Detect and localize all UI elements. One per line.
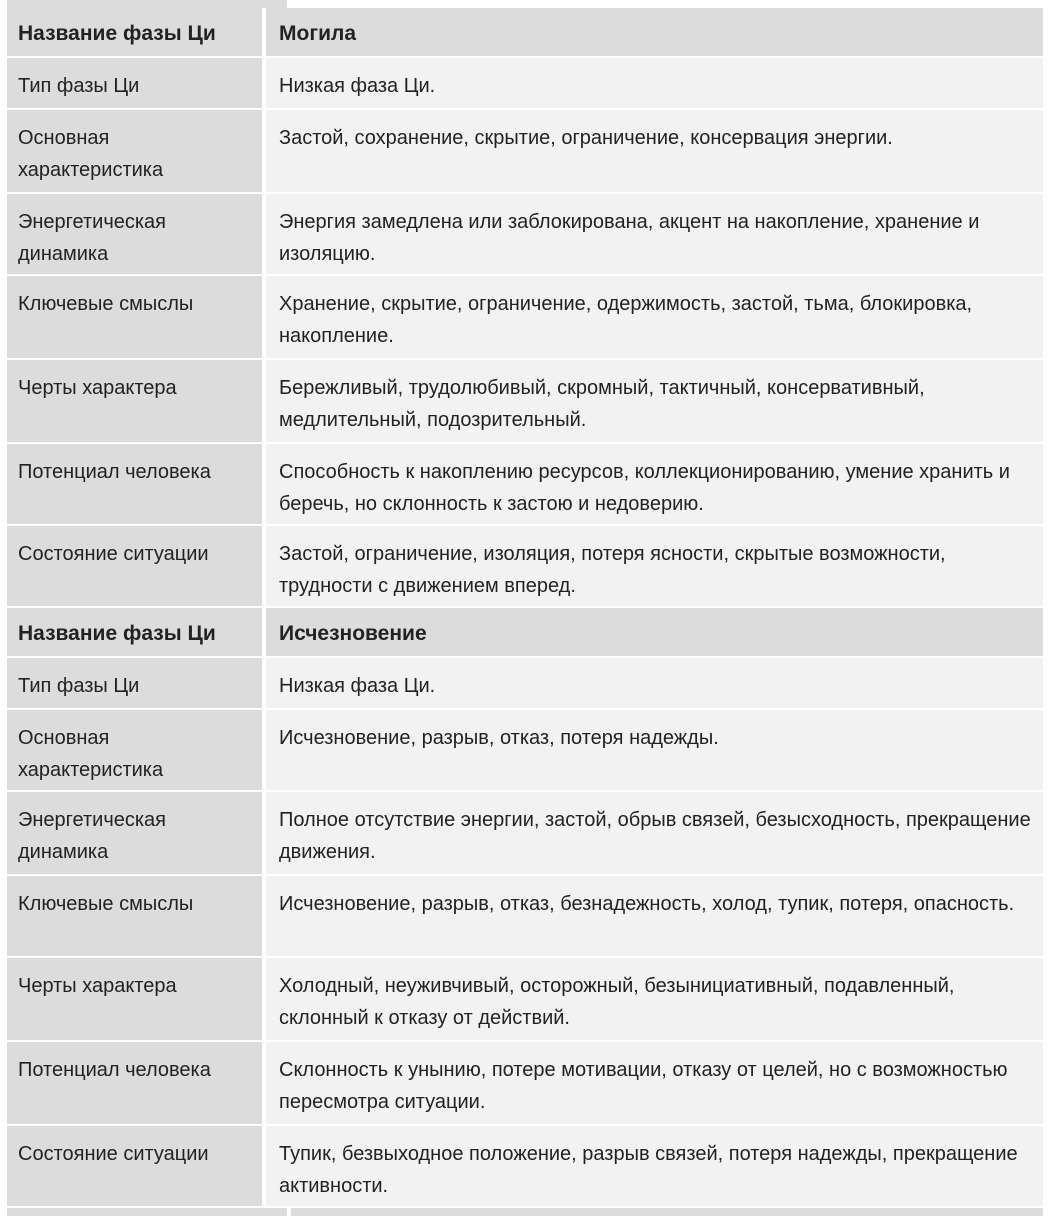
row-label: Энергетическая динамика (7, 792, 266, 876)
qi-phase-document (7, 0, 1043, 1216)
row-value: Полное отсутствие энергии, застой, обрыв связей, безысходность, прекращение движения. (266, 792, 1043, 876)
previous-table-remnant (7, 0, 1043, 8)
row-value: Низкая фаза Ци. (266, 58, 1043, 110)
row-label: Состояние ситуации (7, 1126, 266, 1208)
row-value: Энергия замедлена или заблокирована, акцент на накопление, хранение и изоляцию. (266, 194, 1043, 276)
row-value: Низкая фаза Ци. (266, 658, 1043, 710)
row-label: Основная характеристика (7, 110, 266, 194)
phase-name-value: Исчезновение (266, 608, 1043, 658)
table-row (7, 58, 1043, 110)
phase-name-value: Могила (266, 8, 1043, 58)
row-label: Черты характера (7, 360, 266, 444)
row-value: Склонность к унынию, потере мотивации, отказу от целей, но с возможностью пересмотра ситуации. (266, 1042, 1043, 1126)
row-value: Тупик, безвыходное положение, разрыв связей, потеря надежды, прекращение активности. (266, 1126, 1043, 1208)
table-row (7, 110, 1043, 194)
row-value: Застой, ограничение, изоляция, потеря ясности, скрытые возможности, трудности с движением вперед. (266, 526, 1043, 608)
row-label: Тип фазы Ци (7, 58, 266, 110)
table-header-row (7, 608, 1043, 658)
table-row (7, 876, 1043, 958)
row-label: Потенциал человека (7, 1042, 266, 1126)
phase-name-label: Название фазы Ци (7, 8, 266, 58)
qi-phase-table-extinction (7, 608, 1043, 1208)
row-value: Способность к накоплению ресурсов, коллекционированию, умение хранить и беречь, но склонность к застою и недоверию. (266, 444, 1043, 526)
table-row (7, 360, 1043, 444)
table-row (7, 526, 1043, 608)
table-row (7, 444, 1043, 526)
row-label: Ключевые смыслы (7, 276, 266, 360)
row-label: Состояние ситуации (7, 526, 266, 608)
next-table-remnant (7, 1208, 1043, 1216)
row-value: Хранение, скрытие, ограничение, одержимость, застой, тьма, блокировка, накопление. (266, 276, 1043, 360)
table-header-row (7, 8, 1043, 58)
row-label: Ключевые смыслы (7, 876, 266, 958)
row-value: Холодный, неуживчивый, осторожный, безынициативный, подавленный, склонный к отказу от действий. (266, 958, 1043, 1042)
table-row (7, 194, 1043, 276)
row-label: Черты характера (7, 958, 266, 1042)
table-row (7, 710, 1043, 792)
row-label: Потенциал человека (7, 444, 266, 526)
row-label: Энергетическая динамика (7, 194, 266, 276)
table-row (7, 276, 1043, 360)
row-value: Исчезновение, разрыв, отказ, безнадежность, холод, тупик, потеря, опасность. (266, 876, 1043, 958)
phase-name-label: Название фазы Ци (7, 608, 266, 658)
row-value: Бережливый, трудолюбивый, скромный, тактичный, консервативный, медлительный, подозрительный. (266, 360, 1043, 444)
row-value: Исчезновение, разрыв, отказ, потеря надежды. (266, 710, 1043, 792)
table-row (7, 1126, 1043, 1208)
row-label: Основная характеристика (7, 710, 266, 792)
table-row (7, 658, 1043, 710)
table-row (7, 792, 1043, 876)
row-value: Застой, сохранение, скрытие, ограничение, консервация энергии. (266, 110, 1043, 194)
row-label: Тип фазы Ци (7, 658, 266, 710)
table-row (7, 958, 1043, 1042)
table-row (7, 1042, 1043, 1126)
qi-phase-table-grave (7, 8, 1043, 608)
